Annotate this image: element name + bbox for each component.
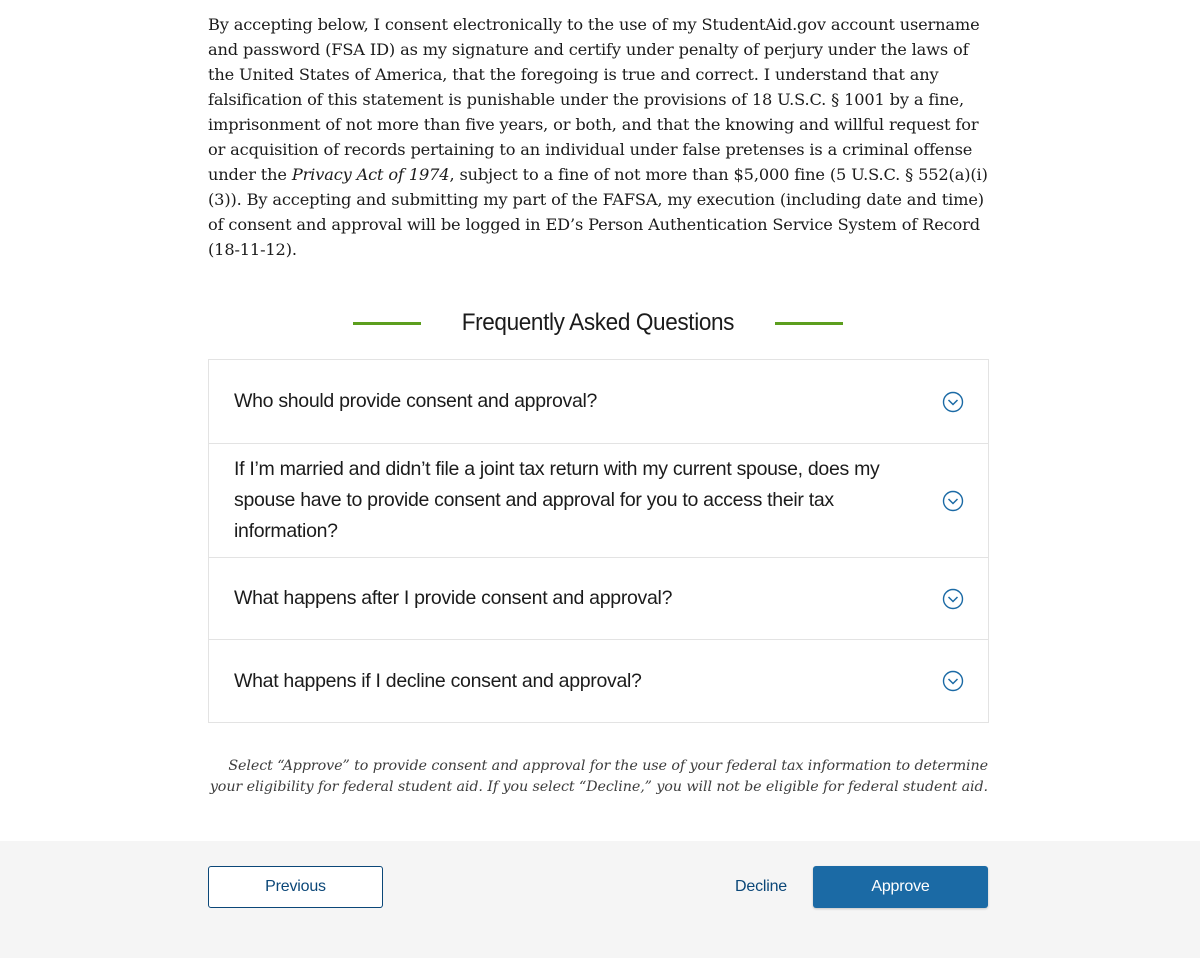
faq-question: Who should provide consent and approval?	[234, 390, 598, 412]
privacy-act-name: Privacy Act of 1974	[291, 165, 450, 184]
approval-note: Select “Approve” to provide consent and approval for the use of your federal tax information to determine your eligibility for federal student aid. If you select “Decline,” you will not be eligible for federal student aid.	[209, 758, 988, 795]
decline-button[interactable]: Decline	[718, 866, 804, 908]
faq-item-who-should-consent[interactable]	[209, 360, 988, 443]
faq-heading	[208, 306, 988, 340]
faq-question: What happens after I provide consent and approval?	[234, 587, 673, 609]
faq-item-married-spouse[interactable]	[209, 443, 988, 557]
faq-question: If I’m married and didn’t file a joint tax return with my current spouse, does my spouse have to provide consent and approval for you to access their tax information?	[234, 458, 880, 542]
previous-button[interactable]: Previous	[208, 866, 383, 908]
chevron-down-circle-icon	[942, 670, 964, 692]
faq-question: What happens if I decline consent and approval?	[234, 669, 642, 692]
approve-button[interactable]: Approve	[813, 866, 988, 908]
action-footer	[0, 841, 1200, 958]
faq-item-after-consent[interactable]	[209, 557, 988, 639]
chevron-down-circle-icon	[942, 588, 964, 610]
chevron-down-circle-icon	[942, 391, 964, 413]
consent-legal-text	[208, 12, 990, 262]
chevron-down-circle-icon	[942, 490, 964, 512]
faq-heading-rule-left	[353, 322, 421, 325]
faq-title: Frequently Asked Questions	[461, 309, 735, 336]
faq-accordion	[208, 359, 989, 723]
faq-heading-rule-right	[775, 322, 843, 325]
legal-text-before: By accepting below, I consent electronically to the use of my StudentAid.gov account username and password (FSA ID) as my signature and certify under penalty of perjury under the laws of the United States of America, that the foregoing is true and correct. I understand that any falsification of this statement is punishable under the provisions of 18 U.S.C. § 1001 by a fine, imprisonment of not more than five years, or both, and that the knowing and willful request for or acquisition of records pertaining to an individual under false pretenses is a criminal offense under the	[208, 15, 980, 184]
legal-text-after: , subject to a fine of not more than $5,000 fine (5 U.S.C. § 552(a)(i)(3)). By accepting and submitting my part of the FAFSA, my execution (including date and time) of consent and approval will be logged in ED’s Person Authentication Service System of Record (18-11-12).	[208, 165, 988, 259]
faq-item-decline-consent[interactable]	[209, 639, 988, 722]
